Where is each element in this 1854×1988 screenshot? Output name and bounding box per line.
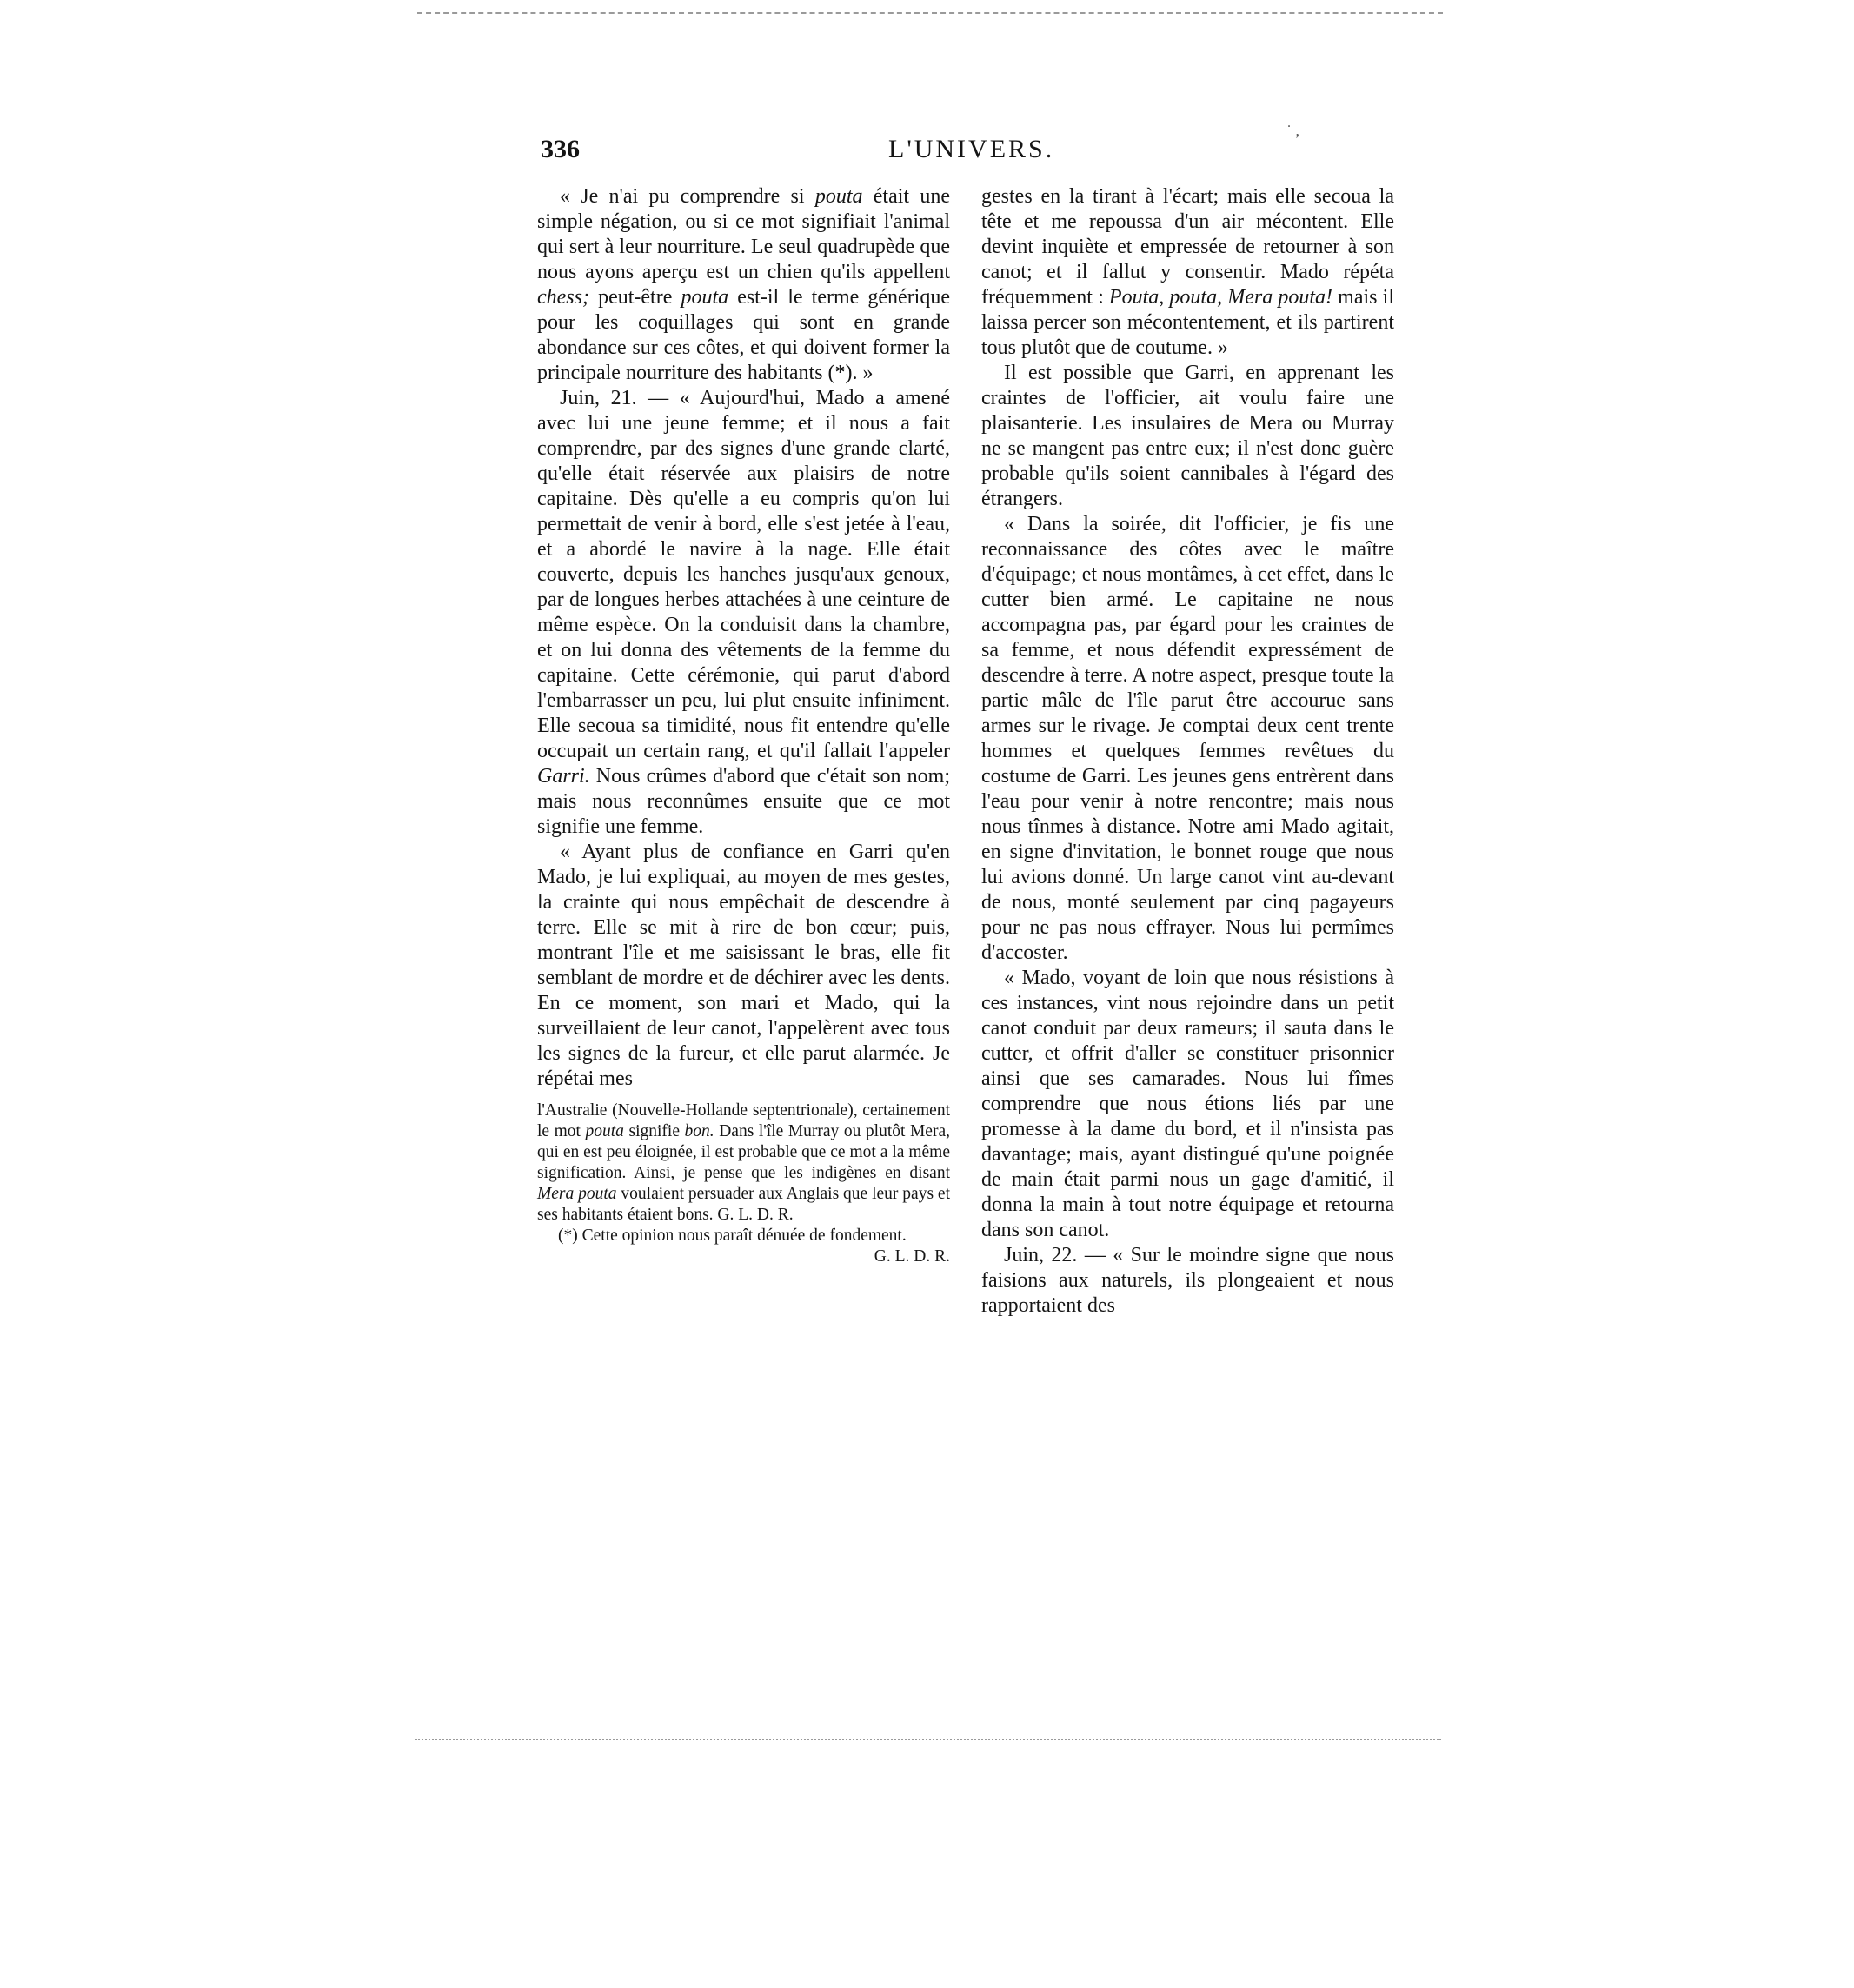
running-title: L'UNIVERS. bbox=[888, 135, 1055, 163]
footnotes bbox=[537, 1100, 950, 1266]
left-column bbox=[537, 184, 950, 1267]
scan-edge-bottom bbox=[415, 1739, 1441, 1740]
paragraph: Il est possible que Garri, en apprenant les craintes de l'officier, ait voulu faire une plaisanterie. Les insulaires de Mera ou Murray ne se mangent pas entre eux; il n'est donc guère probable qu'ils soient cannibales à l'égard des étrangers. bbox=[981, 362, 1394, 510]
paragraph: Juin, 22. — « Sur le moindre signe que nous faisions aux naturels, ils plongeaient et nous rapportaient des bbox=[981, 1244, 1394, 1317]
footnote-signature: G. L. D. R. bbox=[717, 1206, 794, 1224]
paragraph: Juin, 21. — « Aujourd'hui, Mado a amené avec lui une jeune femme; et il nous a fait comprendre, par des signes d'une grande clarté, qu'elle était réservée aux plaisirs de notre capitaine. Dès qu'elle a eu compris qu'on lui permettait de venir à bord, elle s'est jetée à l'eau, et a abordé le navire à la nage. Elle était couverte, depuis les hanches jusqu'aux genoux, par de longues herbes attachées à une ceinture de même espèce. On la conduisit dans la chambre, et on lui donna des vêtements de la femme du capitaine. Cette cérémonie, qui parut d'abord l'embarrasser un peu, lui plut ensuite infiniment. Elle secoua sa timidité, nous fit entendre qu'elle occupait un certain rang, et qu'il fallait l'appeler Garri. Nous crûmes d'abord que c'était son nom; mais nous reconnûmes ensuite que ce mot signifie une femme. bbox=[537, 387, 950, 838]
paragraph: « Ayant plus de confiance en Garri qu'en Mado, je lui expliquai, au moyen de mes gestes, la crainte qui nous empêchait de descendre à terre. Elle se mit à rire de bon cœur; puis, montrant l'île et me saisissant le bras, elle fit semblant de mordre et de déchirer avec les dents. En ce moment, son mari et Mado, qui la surveillaient de leur canot, l'appelèrent avec tous les signes de la fureur, et elle parut alarmée. Je répétai mes bbox=[537, 841, 950, 1090]
scan-edge-top bbox=[417, 12, 1443, 14]
print-speck: ˙ , bbox=[1286, 122, 1299, 139]
paragraph: « Je n'ai pu comprendre si pouta était une simple négation, ou si ce mot signifiait l'animal qui sert à leur nourriture. Le seul quadrupède que nous ayons aperçu est un chien qu'ils appellent chess; peut-être pouta est-il le terme générique pour les coquillages qui sont en grande abondance sur ces côtes, et qui doivent former la principale nourriture des habitants (*). » bbox=[537, 185, 951, 384]
right-column bbox=[981, 184, 1394, 1319]
paragraph: « Mado, voyant de loin que nous résistions à ces instances, vint nous rejoindre dans un petit canot conduit par deux rameurs; il sauta dans le cutter, et offrit d'aller se constituer prisonnier ainsi que ses camarades. Nous lui fîmes comprendre que nous étions liés par une promesse à la dame du bord, et il n'insista pas davantage; mais, ayant distingué qu'une poignée de main était parmi nous un gage d'amitié, il donna la main à tout notre équipage et retourna dans son canot. bbox=[981, 967, 1394, 1241]
footnote: l'Australie (Nouvelle-Hollande septentrionale), certainement le mot pouta signifie bon. Dans l'île Murray ou plutôt Mera, qui en est peu éloignée, il est probable que ce mot a la même signification. Ainsi, je pense que les indigènes en disant Mera pouta voulaient persuader aux Anglais que leur pays et ses habitants étaient bons. G. L. D. R. bbox=[537, 1101, 950, 1224]
footnote: (*) Cette opinion nous paraît dénuée de fondement. G. L. D. R. bbox=[558, 1227, 950, 1266]
paragraph: « Dans la soirée, dit l'officier, je fis une reconnaissance des côtes avec le maître d'équipage; et nous montâmes, à cet effet, dans le cutter bien armé. Le capitaine ne nous accompagna pas, par égard pour les craintes de sa femme, et nous défendit expressément de descendre à terre. A notre aspect, presque toute la partie mâle de l'île parut être accourue sans armes sur le rivage. Je comptai deux cent trente hommes et quelques femmes revêtues du costume de Garri. Les jeunes gens entrèrent dans l'eau pour venir à notre rencontre; mais nous nous tînmes à distance. Notre ami Mado agitait, en signe d'invitation, le bonnet rouge que nous lui avions donné. Un large canot vint au-devant de nous, monté seulement par cinq pagayeurs pour ne pas nous effrayer. Nous lui permîmes d'accoster. bbox=[981, 513, 1394, 964]
page-number: 336 bbox=[541, 135, 580, 163]
page-header bbox=[541, 135, 1384, 170]
footnote-signature: G. L. D. R. bbox=[874, 1247, 950, 1266]
paragraph: gestes en la tirant à l'écart; mais elle secoua la tête et me repoussa d'un air mécontent. Elle devint inquiète et empressée de retourner à son canot; et il fallut y consentir. Mado répéta fréquemment : Pouta, pouta, Mera pouta! mais il laissa percer son mécontentement, et ils partirent tous plutôt que de coutume. » bbox=[981, 185, 1394, 359]
